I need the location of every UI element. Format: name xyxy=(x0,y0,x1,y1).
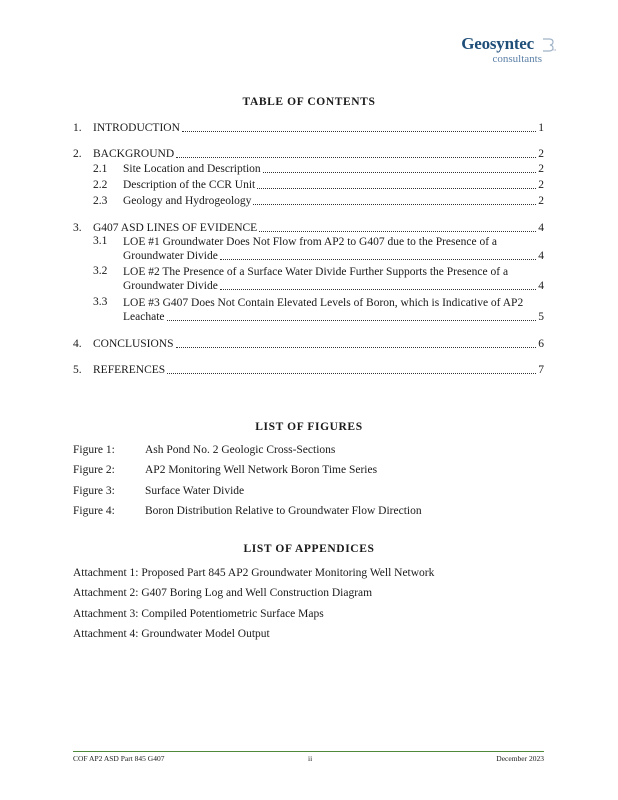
figure-title: Ash Pond No. 2 Geologic Cross-Sections xyxy=(145,444,336,456)
toc-num: 3.1 xyxy=(93,235,108,247)
toc-title: LOE #3 G407 Does Not Contain Elevated Levels of Boron, which is Indicative of AP2 xyxy=(123,297,524,309)
toc-title: CONCLUSIONS xyxy=(93,338,174,350)
toc-title-cont: Leachate xyxy=(123,311,165,323)
figure-list xyxy=(73,443,422,524)
list-item[interactable]: Attachment 3: Compiled Potentiometric Surface Maps xyxy=(73,607,324,620)
toc-page: 1 xyxy=(538,122,544,134)
figure-label: Figure 1: xyxy=(73,444,115,456)
toc-entry[interactable] xyxy=(73,121,544,135)
toc-page: 4 xyxy=(538,280,544,292)
toc-page: 4 xyxy=(538,250,544,262)
list-item[interactable] xyxy=(73,484,422,498)
appendix-list xyxy=(73,566,434,647)
toc-num: 3.2 xyxy=(93,265,108,277)
toc-page: 2 xyxy=(538,179,544,191)
toc-entry[interactable] xyxy=(73,178,544,192)
page-number: ii xyxy=(308,754,313,763)
toc-entry[interactable] xyxy=(73,162,544,176)
company-logo xyxy=(461,34,556,65)
figure-title: Surface Water Divide xyxy=(145,484,245,497)
toc-title: LOE #1 Groundwater Does Not Flow from AP2 to G407 due to the Presence of a xyxy=(123,236,498,248)
toc-num: 3. xyxy=(73,222,82,234)
toc-page: 2 xyxy=(538,163,544,175)
list-item[interactable] xyxy=(73,504,422,518)
toc-entry[interactable] xyxy=(73,235,544,263)
toc-num: 2.3 xyxy=(93,195,108,207)
page-footer xyxy=(73,754,544,763)
figure-label: Figure 3: xyxy=(73,484,115,497)
toc-entry[interactable] xyxy=(73,337,544,351)
toc-title: BACKGROUND xyxy=(93,148,175,160)
toc-page: 5 xyxy=(538,311,544,323)
figures-heading: LIST OF FIGURES xyxy=(255,421,363,433)
toc-entry[interactable] xyxy=(73,221,544,235)
toc-title: G407 ASD LINES OF EVIDENCE xyxy=(93,222,258,234)
toc-entry[interactable] xyxy=(73,265,544,293)
toc-num: 4. xyxy=(73,338,82,350)
figure-label: Figure 4: xyxy=(73,504,115,517)
list-item[interactable] xyxy=(73,463,422,477)
toc-page: 4 xyxy=(538,222,544,234)
toc-num: 2.1 xyxy=(93,163,108,175)
footer-document-id: COF AP2 ASD Part 845 G407 xyxy=(73,754,165,763)
toc-title: REFERENCES xyxy=(93,364,166,376)
toc-entry[interactable] xyxy=(73,194,544,208)
figure-title: AP2 Monitoring Well Network Boron Time Series xyxy=(145,464,378,477)
toc-num: 2.2 xyxy=(93,179,108,191)
toc-entry[interactable] xyxy=(73,296,544,324)
footer-date: December 2023 xyxy=(496,754,544,763)
toc-title: Site Location and Description xyxy=(123,163,261,175)
toc-page: 7 xyxy=(538,364,544,376)
toc-num: 2. xyxy=(73,148,82,160)
footer-divider xyxy=(73,751,544,752)
toc-num: 1. xyxy=(73,122,82,134)
logo-name: Geosyntec xyxy=(461,34,534,53)
toc-title: Geology and Hydrogeology xyxy=(123,195,252,207)
list-item[interactable]: Attachment 4: Groundwater Model Output xyxy=(73,627,270,640)
toc-num: 5. xyxy=(73,364,82,376)
toc-page: 6 xyxy=(538,338,544,350)
toc-entry[interactable] xyxy=(73,363,544,377)
geosyntec-logo-icon xyxy=(540,38,556,52)
toc-title: Description of the CCR Unit xyxy=(123,179,256,191)
toc-title: INTRODUCTION xyxy=(93,122,180,134)
toc-page: 2 xyxy=(538,195,544,207)
toc-num: 3.3 xyxy=(93,296,108,308)
list-item[interactable]: Attachment 1: Proposed Part 845 AP2 Groundwater Monitoring Well Network xyxy=(73,567,435,579)
logo-subtitle: consultants xyxy=(492,53,542,65)
toc-page: 2 xyxy=(538,148,544,160)
figure-label: Figure 2: xyxy=(73,464,115,477)
toc-title-cont: Groundwater Divide xyxy=(123,280,218,292)
list-item[interactable] xyxy=(73,443,422,457)
appendices-heading: LIST OF APPENDICES xyxy=(243,543,375,555)
toc-heading: TABLE OF CONTENTS xyxy=(242,96,376,108)
figure-title: Boron Distribution Relative to Groundwater Flow Direction xyxy=(145,504,422,517)
list-item[interactable]: Attachment 2: G407 Boring Log and Well Construction Diagram xyxy=(73,587,373,600)
toc-title-cont: Groundwater Divide xyxy=(123,250,218,262)
toc-entry[interactable] xyxy=(73,147,544,161)
toc-title: LOE #2 The Presence of a Surface Water Divide Further Supports the Presence of a xyxy=(123,266,509,278)
